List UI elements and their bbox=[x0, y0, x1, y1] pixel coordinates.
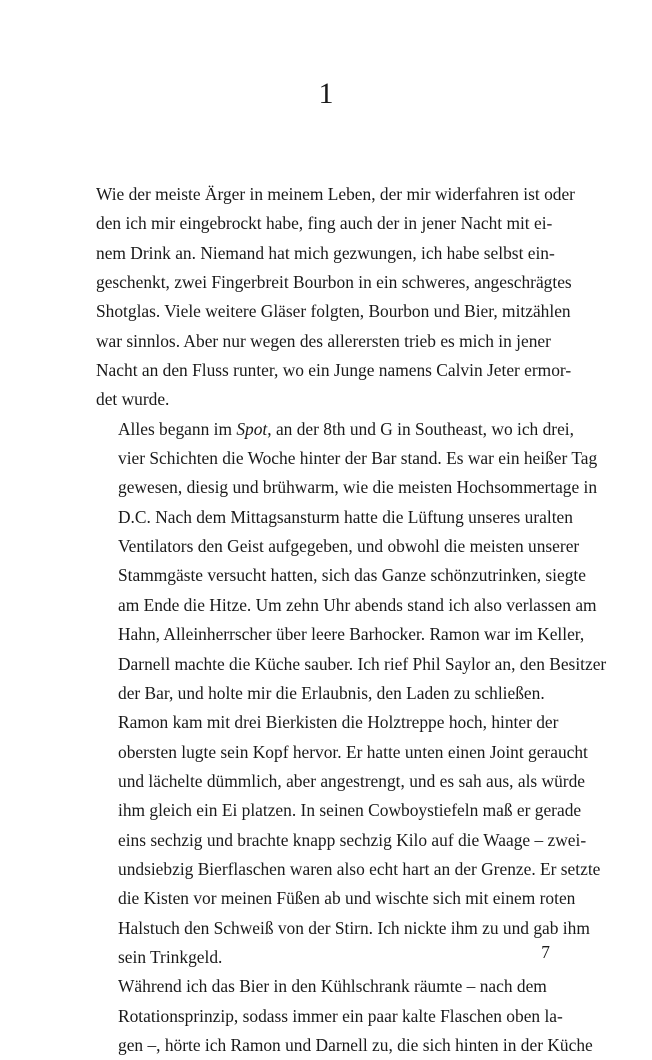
text-line: Shotglas. Viele weitere Gläser folgten, Bourbon und Bier, mitzählen bbox=[96, 301, 571, 322]
text-line: Stammgäste versucht hatten, sich das Ganze schönzutrinken, siegte bbox=[118, 565, 586, 586]
page-number: 7 bbox=[541, 942, 550, 962]
text-segment: , an der 8th und G in Southeast, wo ich drei, bbox=[267, 418, 574, 439]
paragraph-3 bbox=[96, 708, 601, 972]
text-line: eins sechzig und brachte knapp sechzig Kilo auf die Waage – zwei- bbox=[118, 829, 587, 850]
paragraph-4 bbox=[96, 972, 593, 1060]
text-line: den ich mir eingebrockt habe, fing auch der in jener Nacht mit ei- bbox=[96, 213, 553, 234]
text-line: Während ich das Bier in den Kühlschrank räumte – nach dem bbox=[118, 976, 547, 997]
text-line: Halstuch den Schweiß von der Stirn. Ich nickte ihm zu und gab ihm bbox=[118, 917, 590, 938]
text-line: gewesen, diesig und brühwarm, wie die meisten Hochsommertage in bbox=[118, 477, 598, 498]
italic-bar-name: Spot bbox=[236, 418, 268, 439]
text-line: Ramon kam mit drei Bierkisten die Holztreppe hoch, hinter der bbox=[118, 712, 559, 733]
text-line: Nacht an den Fluss runter, wo ein Junge namens Calvin Jeter ermor- bbox=[96, 360, 572, 381]
text-line: gen –, hörte ich Ramon und Darnell zu, die sich hinten in der Küche bbox=[118, 1034, 593, 1055]
text-line: ihm gleich ein Ei platzen. In seinen Cowboystiefeln maß er gerade bbox=[118, 800, 582, 821]
text-line: und lächelte dümmlich, aber angestrengt, und es sah aus, als würde bbox=[118, 770, 585, 791]
text-line: undsiebzig Bierflaschen waren also echt hart an der Grenze. Er setzte bbox=[118, 858, 601, 879]
text-line: geschenkt, zwei Fingerbreit Bourbon in ein schweres, angeschrägtes bbox=[96, 272, 572, 293]
text-line: obersten lugte sein Kopf hervor. Er hatte unten einen Joint geraucht bbox=[118, 741, 588, 762]
text-line: Wie der meiste Ärger in meinem Leben, der mir widerfahren ist oder bbox=[96, 184, 575, 204]
page-body bbox=[96, 180, 607, 1060]
text-line: Hahn, Alleinherrscher über leere Barhocker. Ramon war im Keller, bbox=[118, 624, 585, 645]
text-line: vier Schichten die Woche hinter der Bar stand. Es war ein heißer Tag bbox=[118, 448, 598, 469]
text-line: am Ende die Hitze. Um zehn Uhr abends stand ich also verlassen am bbox=[118, 594, 597, 615]
text-line: war sinnlos. Aber nur wegen des allerersten trieb es mich in jener bbox=[96, 330, 551, 351]
text-line: Darnell machte die Küche sauber. Ich rief Phil Saylor an, den Besitzer bbox=[118, 653, 607, 674]
text-line: det wurde. bbox=[96, 389, 170, 410]
text-line: der Bar, und holte mir die Erlaubnis, den Laden zu schließen. bbox=[118, 682, 545, 703]
text-line: Ventilators den Geist aufgegeben, und obwohl die meisten unserer bbox=[118, 536, 580, 557]
text-line: sein Trinkgeld. bbox=[118, 946, 223, 967]
text-line-with-italic bbox=[96, 415, 574, 444]
paragraph-1 bbox=[96, 180, 575, 415]
paragraph-2 bbox=[96, 415, 607, 708]
text-line: D.C. Nach dem Mittagsansturm hatte die Lüftung unseres uralten bbox=[118, 506, 573, 527]
text-line: Rotationsprinzip, sodass immer ein paar kalte Flaschen oben la- bbox=[118, 1005, 563, 1026]
text-line: nem Drink an. Niemand hat mich gezwungen, ich habe selbst ein- bbox=[96, 242, 555, 263]
text-segment: Alles begann im bbox=[118, 418, 237, 439]
text-line: die Kisten vor meinen Füßen ab und wischte sich mit einem roten bbox=[118, 888, 576, 909]
chapter-number: 1 bbox=[318, 77, 334, 110]
